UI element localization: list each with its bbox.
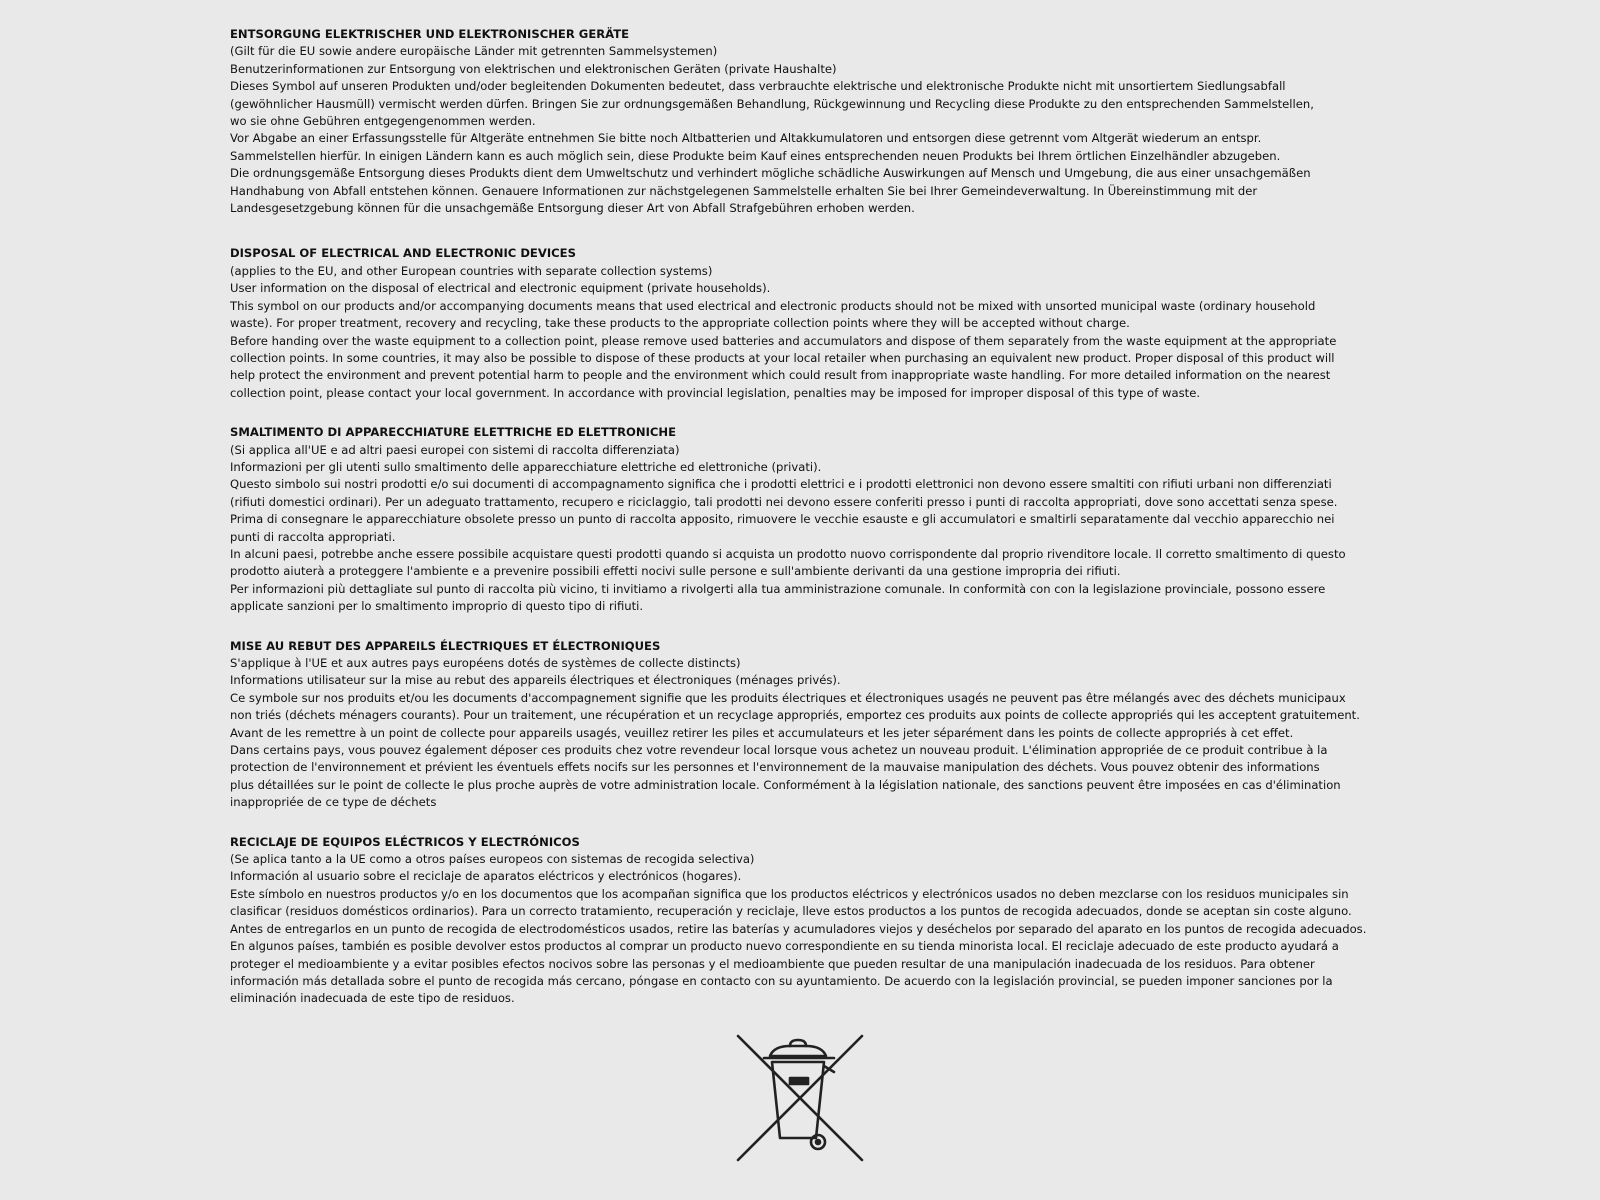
text-line: eliminación inadecuada de este tipo de residuos. bbox=[230, 991, 515, 1006]
text-line: Ce symbole sur nos produits et/ou les documents d'accompagnement signifie que les produits électriques et électroniques usagés ne peuvent pas être mélangés avec des déchets municipaux bbox=[230, 690, 1346, 705]
text-line: prodotto aiuterà a proteggere l'ambiente e a prevenire possibili effetti nocivi sulle persone e sull'ambiente derivanti da una gestione impropria dei rifiuti. bbox=[230, 564, 1121, 579]
text-line: Die ordnungsgemäße Entsorgung dieses Produkts dient dem Umweltschutz und verhindert mögliche schädliche Auswirkungen auf Mensch und Umgebung, die aus einer unsachgemäßen bbox=[230, 166, 1311, 181]
text-line: plus détaillées sur le point de collecte le plus proche auprès de votre administration locale. Conformément à la législation nationale, des sanctions peuvent être imposées en cas d'élimination bbox=[230, 777, 1341, 792]
text-line: (rifiuti domestici ordinari). Per un adeguato trattamento, recupero e riciclaggio, tali prodotti nei devono essere conferiti presso i punti di raccolta appropriati, dove sono accettati senza spese. bbox=[230, 494, 1338, 509]
weee-crossed-bin-icon bbox=[734, 1032, 866, 1164]
text-line: (applies to the EU, and other European countries with separate collection systems) bbox=[230, 263, 713, 278]
section-english bbox=[230, 245, 1370, 402]
text-line: inappropriée de ce type de déchets bbox=[230, 795, 437, 810]
text-line: User information on the disposal of electrical and electronic equipment (private households). bbox=[230, 281, 771, 296]
text-line: Información al usuario sobre el reciclaje de aparatos eléctricos y electrónicos (hogares). bbox=[230, 869, 742, 884]
text-line: This symbol on our products and/or accompanying documents means that used electrical and electronic products should not be mixed with unsorted municipal waste (ordinary household bbox=[230, 298, 1316, 313]
text-line: In alcuni paesi, potrebbe anche essere possibile acquistare questi prodotti quando si acquista un prodotto nuovo corrispondente dal proprio rivenditore locale. Il corretto smaltimento di questo bbox=[230, 546, 1346, 561]
section-heading: ENTSORGUNG ELEKTRISCHER UND ELEKTRONISCHER GERÄTE bbox=[230, 27, 630, 41]
section-heading: SMALTIMENTO DI APPARECCHIATURE ELETTRICHE ED ELETTRONICHE bbox=[230, 425, 677, 440]
text-line: S'applique à l'UE et aux autres pays européens dotés de systèmes de collecte distincts) bbox=[230, 656, 741, 670]
text-line: Handhabung von Abfall entstehen können. Genauere Informationen zur nächstgelegenen Sammelstelle erhalten Sie bei Ihrer Gemeindeverwaltung. In Übereinstimmung mit der bbox=[230, 183, 1258, 198]
section-spanish bbox=[230, 834, 1370, 1008]
text-line: Prima di consegnare le apparecchiature obsolete presso un punto di raccolta apposito, rimuovere le vecchie esauste e gli accumulatori e smaltirli separatamente dal vecchio apparecchio nei bbox=[230, 512, 1335, 527]
text-line: Per informazioni più dettagliate sul punto di raccolta più vicino, ti invitiamo a rivolgerti alla tua amministrazione comunale. In conformità con con la legislazione provinciale, possono essere bbox=[230, 581, 1326, 596]
text-line: Avant de les remettre à un point de collecte pour appareils usagés, veuillez retirer les piles et accumulateurs et les jeter séparément dans les points de collecte appropriés à cet effet. bbox=[230, 725, 1294, 740]
text-line: Antes de entregarlos en un punto de recogida de electrodomésticos usados, retire las baterías y acumuladores viejos y deséchelos por separado del aparato en los puntos de recogida adecuados. bbox=[230, 921, 1367, 936]
text-line: Dieses Symbol auf unseren Produkten und/oder begleitenden Dokumenten bedeutet, dass verbrauchte elektrische und elektronische Produkte nicht mit unsortiertem Siedlungsabfall bbox=[230, 79, 1286, 94]
section-german bbox=[230, 26, 1370, 217]
text-line: Before handing over the waste equipment to a collection point, please remove used batteries and accumulators and dispose of them separately from the waste equipment at the appropriate bbox=[230, 333, 1337, 348]
section-heading: MISE AU REBUT DES APPAREILS ÉLECTRIQUES ET ÉLECTRONIQUES bbox=[230, 638, 661, 653]
text-line: información más detallada sobre el punto de recogida más cercano, póngase en contacto con su ayuntamiento. De acuerdo con la legislación provincial, se pueden imponer sanciones por la bbox=[230, 973, 1333, 988]
text-line: clasificar (residuos domésticos ordinarios). Para un correcto tratamiento, recuperación y reciclaje, lleve estos productos a los puntos de recogida adecuados, donde se aceptan sin coste alguno. bbox=[230, 904, 1352, 919]
section-heading: DISPOSAL OF ELECTRICAL AND ELECTRONIC DEVICES bbox=[230, 246, 576, 261]
text-line: applicate sanzioni per lo smaltimento improprio di questo tipo di rifiuti. bbox=[230, 599, 644, 614]
text-line: (Si applica all'UE e ad altri paesi europei con sistemi di raccolta differenziata) bbox=[230, 442, 680, 457]
text-line: protection de l'environnement et prévient les éventuels effets nocifs sur les personnes et l'environnement de la mauvaise manipulation des déchets. Vous pouvez obtenir des informations bbox=[230, 760, 1320, 775]
text-line: Questo simbolo sui nostri prodotti e/o sui documenti di accompagnamento significa che i prodotti elettrici e i prodotti elettronici non devono essere smaltiti con rifiuti urbani non differenziati bbox=[230, 477, 1332, 492]
section-french bbox=[230, 638, 1370, 812]
text-line: (gewöhnlicher Hausmüll) vermischt werden dürfen. Bringen Sie zur ordnungsgemäßen Behandlung, Rückgewinnung und Recycling diese Produkte zu den entsprechenden Sammelstellen, bbox=[230, 96, 1314, 111]
text-line: Informations utilisateur sur la mise au rebut des appareils électriques et électroniques (ménages privés). bbox=[230, 673, 841, 688]
text-line: wo sie ohne Gebühren entgegengenommen werden. bbox=[230, 114, 536, 129]
text-line: Landesgesetzgebung können für die unsachgemäße Entsorgung dieser Art von Abfall Strafgebühren erhoben werden. bbox=[230, 201, 915, 216]
text-line: Vor Abgabe an einer Erfassungsstelle für Altgeräte entnehmen Sie bitte noch Altbatterien und Altakkumulatoren und entsorgen diese getrennt vom Altgerät wiederum an entspr. bbox=[230, 131, 1262, 146]
text-line: (Gilt für die EU sowie andere europäische Länder mit getrennten Sammelsystemen) bbox=[230, 44, 718, 59]
text-line: non triés (déchets ménagers courants). Pour un traitement, une récupération et un recyclage appropriés, emportez ces produits aux points de collecte appropriés qui les acceptent gratuitement. bbox=[230, 708, 1360, 723]
text-line: proteger el medioambiente y a evitar posibles efectos nocivos sobre las personas y el medioambiente que pueden resultar de una manipulación inadecuada de los residuos. Para obtener bbox=[230, 956, 1315, 971]
text-line: Benutzerinformationen zur Entsorgung von elektrischen und elektronischen Geräten (private Haushalte) bbox=[230, 61, 837, 76]
text-line: Dans certains pays, vous pouvez également déposer ces produits chez votre revendeur local lorsque vous achetez un nouveau produit. L'élimination appropriée de ce produit contribue à la bbox=[230, 743, 1328, 758]
section-heading: RECICLAJE DE EQUIPOS ELÉCTRICOS Y ELECTRÓNICOS bbox=[230, 834, 580, 849]
text-line: waste). For proper treatment, recovery and recycling, take these products to the appropriate collection points where they will be accepted without charge. bbox=[230, 316, 1130, 331]
text-line: Informazioni per gli utenti sullo smaltimento delle apparecchiature elettriche ed elettroniche (privati). bbox=[230, 459, 822, 474]
text-line: punti di raccolta appropriati. bbox=[230, 529, 396, 544]
text-line: Este símbolo en nuestros productos y/o en los documentos que los acompañan significa que los productos eléctricos y electrónicos usados no deben mezclarse con los residuos municipales sin bbox=[230, 886, 1349, 901]
text-line: collection points. In some countries, it may also be possible to dispose of these products at your local retailer when purchasing an equivalent new product. Proper disposal of this product will bbox=[230, 350, 1335, 365]
text-line: (Se aplica tanto a la UE como a otros países europeos con sistemas de recogida selectiva) bbox=[230, 852, 755, 867]
text-line: Sammelstellen hierfür. In einigen Ländern kann es auch möglich sein, diese Produkte beim Kauf eines entsprechenden neuen Produkts bei Ihrem örtlichen Einzelhändler abzugeben. bbox=[230, 148, 1281, 163]
section-italian bbox=[230, 424, 1370, 615]
text-line: En algunos países, también es posible devolver estos productos al comprar un producto nuevo correspondiente en su tienda minorista local. El reciclaje adecuado de este producto ayudará a bbox=[230, 939, 1339, 954]
text-line: help protect the environment and prevent potential harm to people and the environment which could result from inappropriate waste handling. For more detailed information on the nearest bbox=[230, 368, 1331, 383]
text-line: collection point, please contact your local government. In accordance with provincial legislation, penalties may be imposed for improper disposal of this type of waste. bbox=[230, 385, 1201, 400]
